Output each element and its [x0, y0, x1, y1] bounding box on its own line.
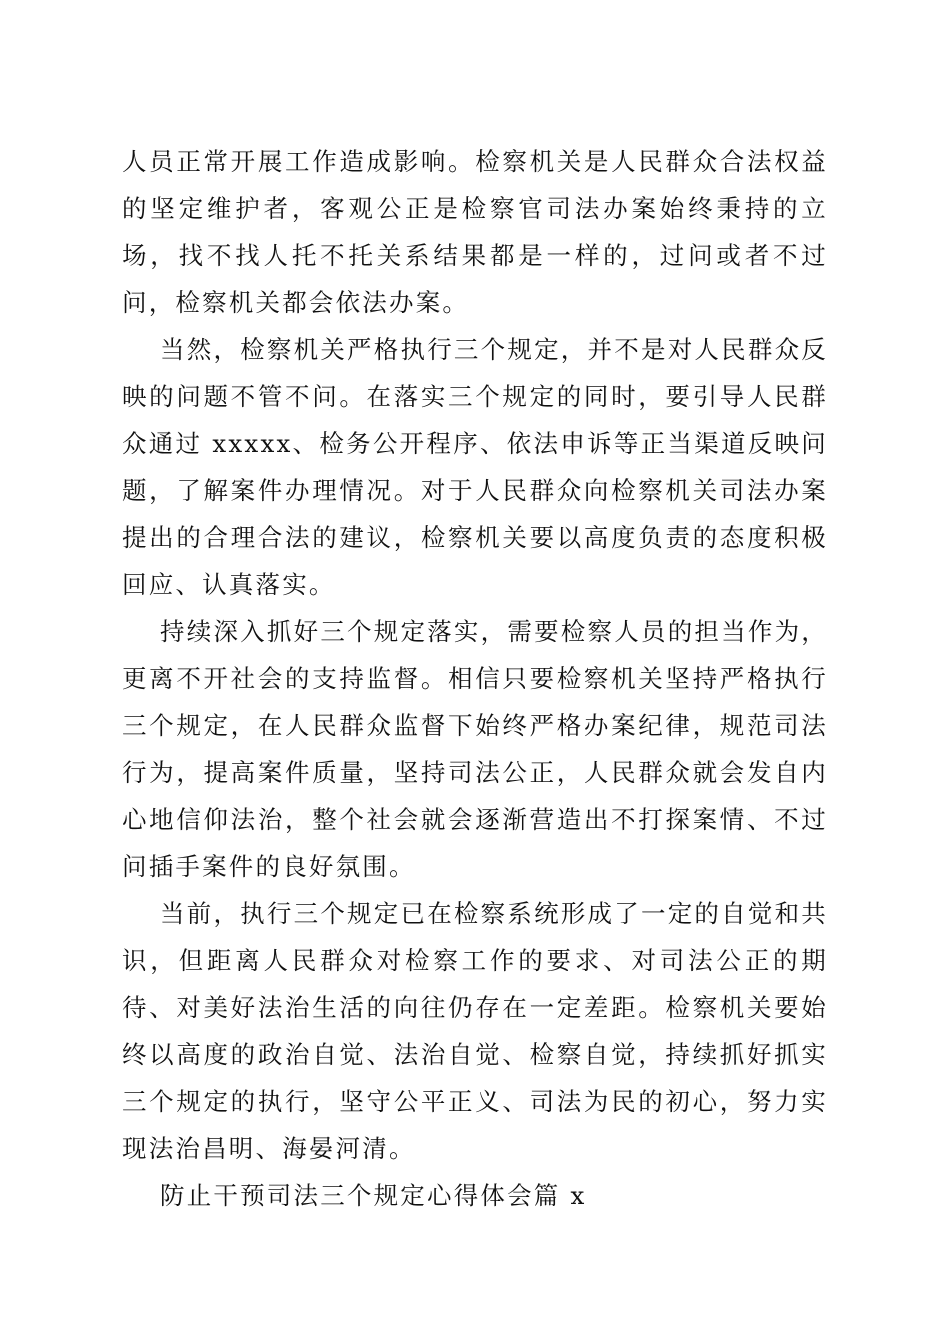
- document-body: [122, 138, 828, 1219]
- paragraph-current-situation: 当前，执行三个规定已在检察系统形成了一定的自觉和共识，但距离人民群众对检察工作的要求、对司法公正的期待、对美好法治生活的向往仍存在一定差距。检察机关要始终以高度的政治自觉、法治自觉、检察自觉，持续抓好抓实三个规定的执行，坚守公平正义、司法为民的初心，努力实现法治昌明、海晏河清。: [122, 899, 828, 1163]
- next-article-heading: 防止干预司法三个规定心得体会篇 x: [160, 1181, 587, 1210]
- paragraph-continuation: 人员正常开展工作造成影响。检察机关是人民群众合法权益的坚定维护者，客观公正是检察官司法办案始终秉持的立场，找不找人托不托关系结果都是一样的，过问或者不过问，检察机关都会依法办案。: [122, 147, 828, 317]
- paragraph-social-supervision: 持续深入抓好三个规定落实，需要检察人员的担当作为，更离不开社会的支持监督。相信只要检察机关坚持严格执行三个规定，在人民群众监督下始终严格办案纪律，规范司法行为，提高案件质量，坚持司法公正，人民群众就会发自内心地信仰法治，整个社会就会逐渐营造出不打探案情、不过问插手案件的良好氛围。: [122, 617, 828, 881]
- paragraph-public-channels: 当然，检察机关严格执行三个规定，并不是对人民群众反映的问题不管不问。在落实三个规定的同时，要引导人民群众通过 xxxxx、检务公开程序、依法申诉等正当渠道反映问题，了解案件办理情况。对于人民群众向检察机关司法办案提出的合理合法的建议，检察机关要以高度负责的态度积极回应、认真落实。: [122, 335, 828, 599]
